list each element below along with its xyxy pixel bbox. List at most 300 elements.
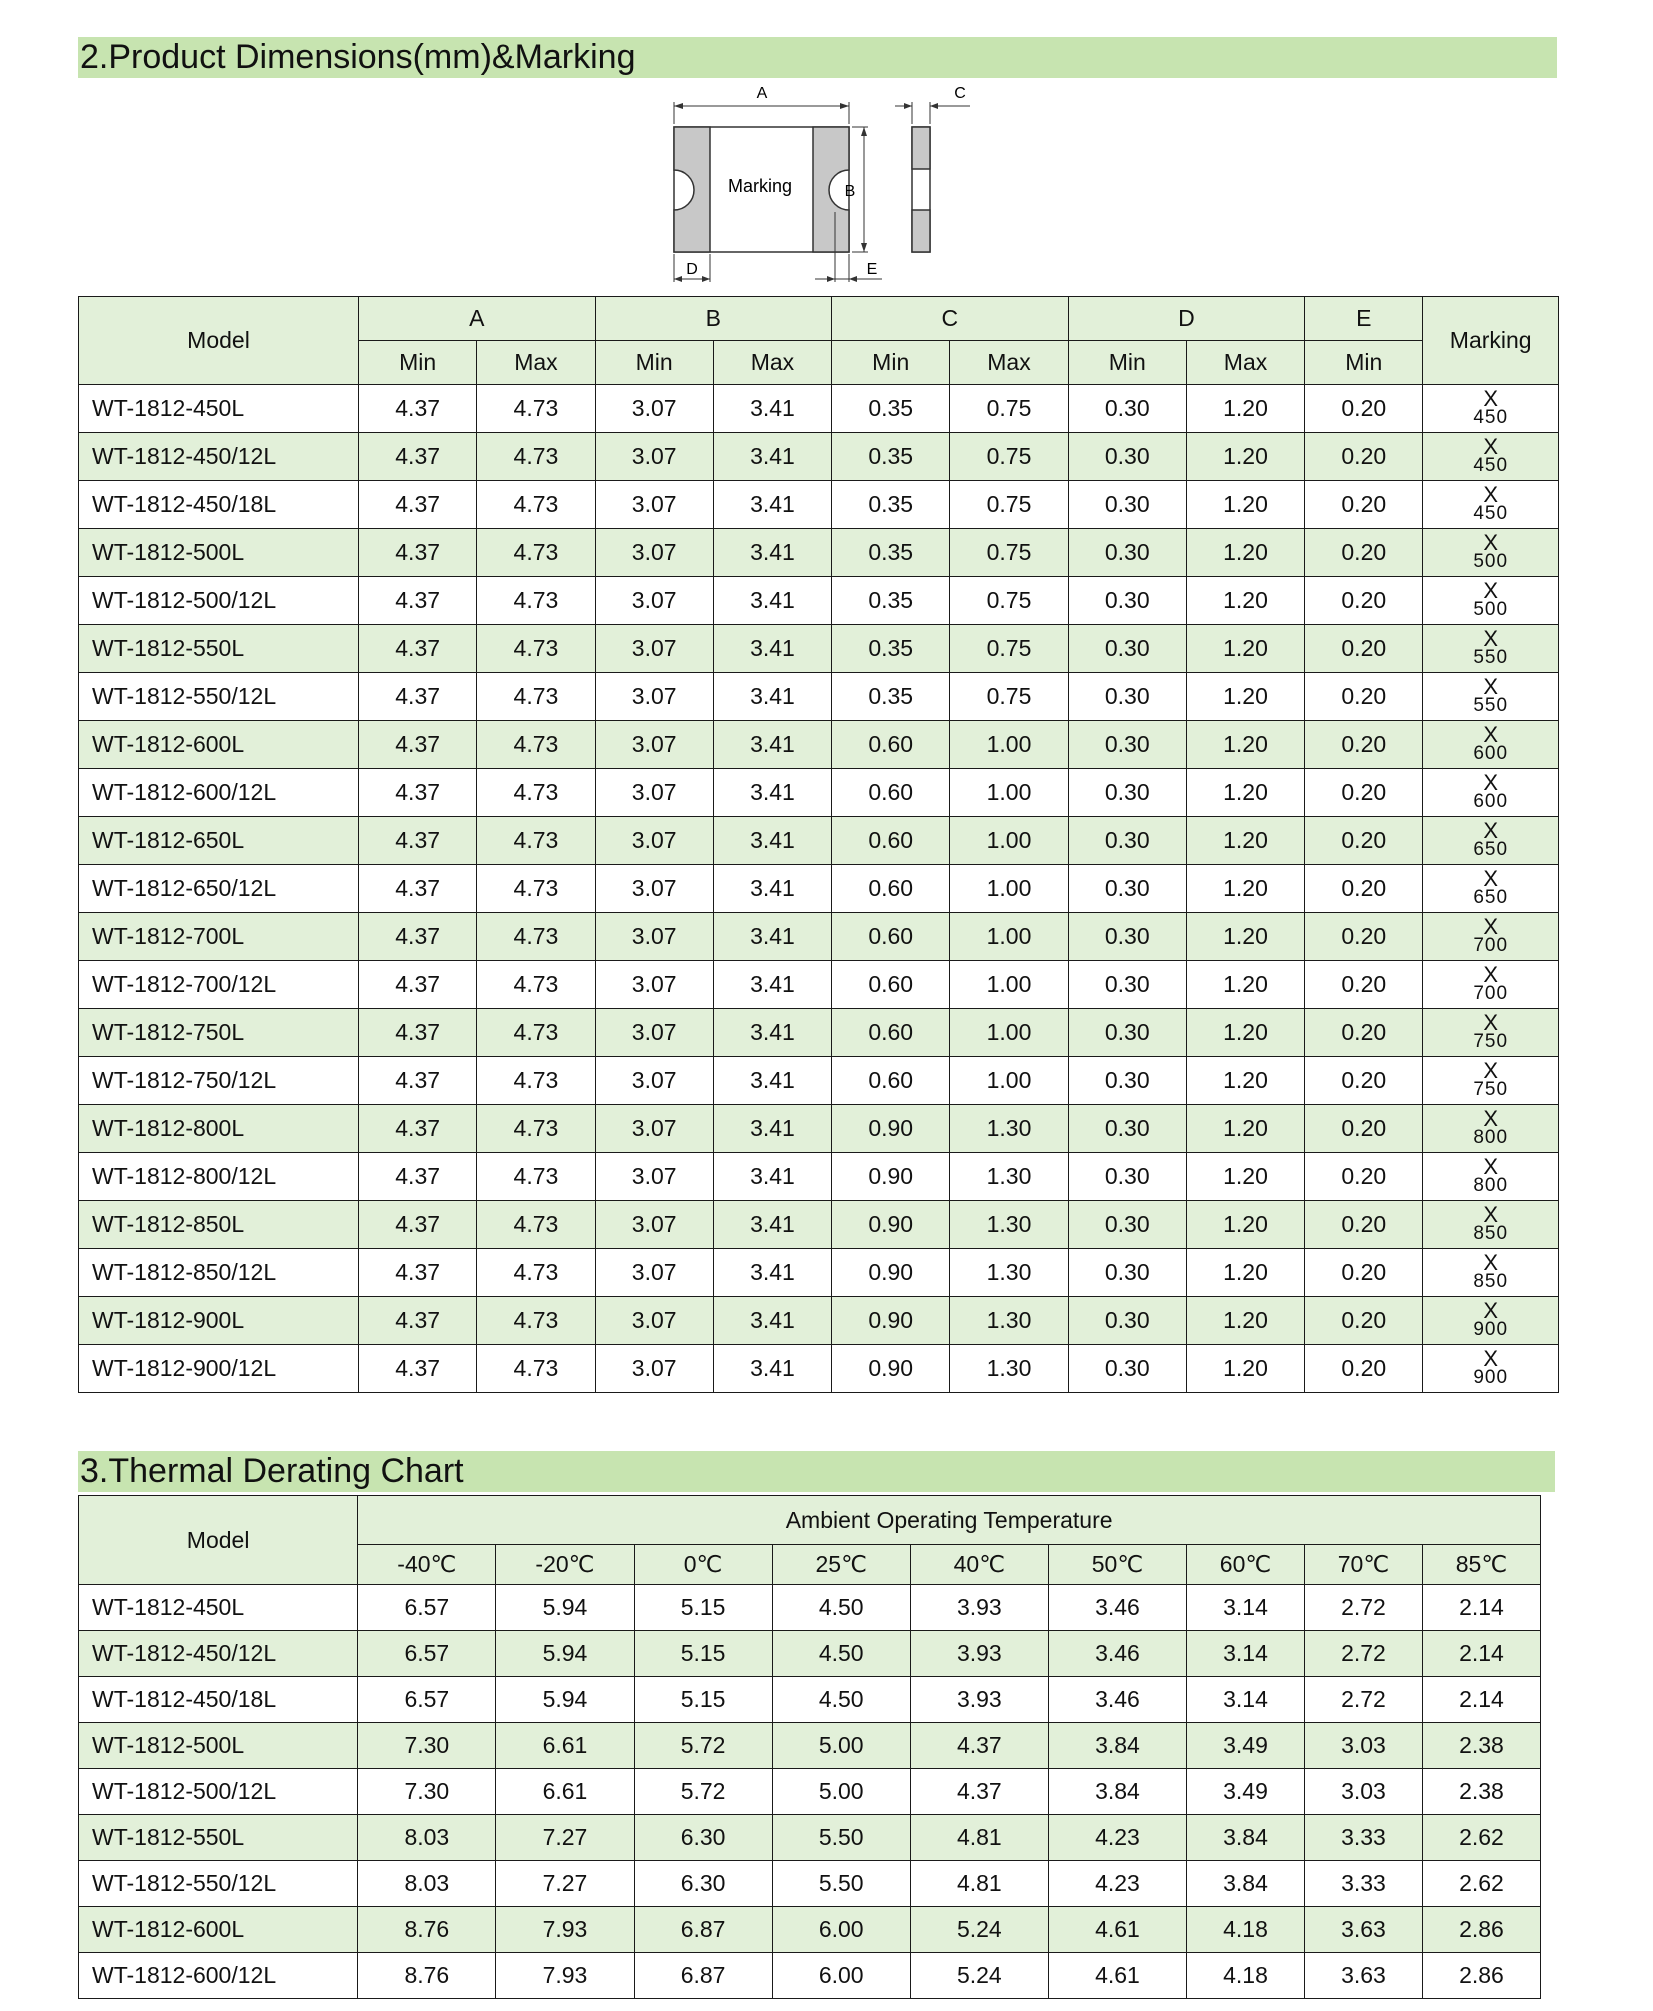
sub-header-min: Min xyxy=(1068,341,1186,385)
table-row xyxy=(79,1907,1541,1953)
marking-symbol: X xyxy=(1483,721,1499,747)
table-row xyxy=(79,1345,1559,1393)
dimension-cell-d-max: 1.20 xyxy=(1186,1105,1304,1153)
dimension-cell-d-max: 1.20 xyxy=(1186,385,1304,433)
current-value-cell: 5.15 xyxy=(634,1631,772,1677)
sub-header-max: Max xyxy=(1186,341,1304,385)
marking-cell xyxy=(1423,433,1559,481)
model-cell: WT-1812-500/12L xyxy=(79,577,359,625)
temp-header: 60℃ xyxy=(1187,1545,1305,1585)
marking-value: 900 xyxy=(1473,1366,1509,1388)
dimension-cell-a-min: 4.37 xyxy=(359,385,477,433)
marking-symbol: X xyxy=(1483,1201,1499,1227)
marking-value: 450 xyxy=(1473,502,1509,524)
table-row xyxy=(79,673,1559,721)
current-value-cell: 8.03 xyxy=(358,1815,496,1861)
marking-value: 850 xyxy=(1473,1222,1509,1244)
section-title-dimensions: 2.Product Dimensions(mm)&Marking xyxy=(78,37,1557,78)
marking-cell xyxy=(1423,577,1559,625)
dimension-cell-c-min: 0.60 xyxy=(832,961,950,1009)
dimension-cell-b-max: 3.41 xyxy=(713,913,831,961)
current-value-cell: 3.84 xyxy=(1048,1723,1186,1769)
dimension-cell-a-min: 4.37 xyxy=(359,817,477,865)
dimension-cell-c-max: 1.00 xyxy=(950,865,1068,913)
dimension-cell-d-max: 1.20 xyxy=(1186,481,1304,529)
dimension-cell-a-max: 4.73 xyxy=(477,1297,595,1345)
model-cell: WT-1812-600/12L xyxy=(79,1953,358,1999)
marking-code xyxy=(1473,385,1509,428)
marking-cell xyxy=(1423,1153,1559,1201)
dimension-cell-a-min: 4.37 xyxy=(359,913,477,961)
dimension-cell-d-min: 0.30 xyxy=(1068,1153,1186,1201)
dimension-cell-d-min: 0.30 xyxy=(1068,769,1186,817)
dimensions-table xyxy=(78,296,1559,1393)
current-value-cell: 4.50 xyxy=(772,1631,910,1677)
marking-value: 750 xyxy=(1473,1078,1509,1100)
dimension-cell-b-min: 3.07 xyxy=(595,1201,713,1249)
dimension-cell-c-min: 0.90 xyxy=(832,1345,950,1393)
current-value-cell: 7.27 xyxy=(496,1861,634,1907)
dimension-cell-d-max: 1.20 xyxy=(1186,865,1304,913)
dimension-cell-e-min: 0.20 xyxy=(1305,577,1423,625)
dimension-cell-a-max: 4.73 xyxy=(477,961,595,1009)
dimension-cell-c-min: 0.35 xyxy=(832,481,950,529)
current-value-cell: 2.14 xyxy=(1422,1677,1540,1723)
dimension-cell-c-max: 1.30 xyxy=(950,1345,1068,1393)
dimension-cell-c-min: 0.60 xyxy=(832,721,950,769)
dimension-cell-e-min: 0.20 xyxy=(1305,769,1423,817)
current-value-cell: 4.50 xyxy=(772,1677,910,1723)
dimension-cell-b-max: 3.41 xyxy=(713,865,831,913)
dimension-cell-a-min: 4.37 xyxy=(359,1105,477,1153)
marking-symbol: X xyxy=(1483,1009,1499,1035)
dimension-cell-d-max: 1.20 xyxy=(1186,1297,1304,1345)
current-value-cell: 8.76 xyxy=(358,1953,496,1999)
marking-cell xyxy=(1423,721,1559,769)
marking-code xyxy=(1473,1105,1509,1148)
sub-header-min: Min xyxy=(359,341,477,385)
thermal-derating-table xyxy=(78,1495,1541,1999)
dimension-cell-c-min: 0.90 xyxy=(832,1153,950,1201)
current-value-cell: 5.94 xyxy=(496,1631,634,1677)
dimension-cell-c-max: 0.75 xyxy=(950,529,1068,577)
table-row xyxy=(79,1953,1541,1999)
marking-value: 700 xyxy=(1473,982,1509,1004)
marking-value: 800 xyxy=(1473,1126,1509,1148)
dimension-cell-b-min: 3.07 xyxy=(595,625,713,673)
thermal-table-body xyxy=(79,1585,1541,1999)
table-row xyxy=(79,1249,1559,1297)
marking-value: 700 xyxy=(1473,934,1509,956)
current-value-cell: 2.62 xyxy=(1422,1861,1540,1907)
dimension-cell-a-min: 4.37 xyxy=(359,529,477,577)
dimension-cell-a-min: 4.37 xyxy=(359,1153,477,1201)
marking-value: 550 xyxy=(1473,694,1509,716)
model-cell: WT-1812-900/12L xyxy=(79,1345,359,1393)
model-cell: WT-1812-850/12L xyxy=(79,1249,359,1297)
current-value-cell: 6.57 xyxy=(358,1631,496,1677)
dimension-cell-d-max: 1.20 xyxy=(1186,529,1304,577)
marking-symbol: X xyxy=(1483,673,1499,699)
dimension-cell-d-max: 1.20 xyxy=(1186,721,1304,769)
col-header-d: D xyxy=(1068,297,1305,341)
dimension-cell-c-min: 0.35 xyxy=(832,577,950,625)
dimension-cell-b-min: 3.07 xyxy=(595,433,713,481)
model-cell: WT-1812-700L xyxy=(79,913,359,961)
dimension-cell-a-min: 4.37 xyxy=(359,625,477,673)
dimension-cell-c-max: 0.75 xyxy=(950,625,1068,673)
dimension-cell-b-min: 3.07 xyxy=(595,1057,713,1105)
marking-value: 600 xyxy=(1473,790,1509,812)
dimension-cell-d-min: 0.30 xyxy=(1068,865,1186,913)
dimension-cell-c-min: 0.90 xyxy=(832,1249,950,1297)
dimension-cell-c-max: 1.30 xyxy=(950,1249,1068,1297)
dimension-cell-c-min: 0.60 xyxy=(832,913,950,961)
col-header-marking: Marking xyxy=(1423,297,1559,385)
dimension-cell-c-max: 1.30 xyxy=(950,1105,1068,1153)
dimension-cell-e-min: 0.20 xyxy=(1305,721,1423,769)
dimension-cell-c-min: 0.60 xyxy=(832,769,950,817)
dimension-cell-d-min: 0.30 xyxy=(1068,817,1186,865)
dimension-cell-d-min: 0.30 xyxy=(1068,1009,1186,1057)
dimension-cell-a-min: 4.37 xyxy=(359,961,477,1009)
sub-header-min: Min xyxy=(832,341,950,385)
dimension-cell-d-min: 0.30 xyxy=(1068,1249,1186,1297)
dimension-cell-c-max: 0.75 xyxy=(950,385,1068,433)
marking-symbol: X xyxy=(1483,1249,1499,1275)
current-value-cell: 7.30 xyxy=(358,1769,496,1815)
dimension-cell-d-max: 1.20 xyxy=(1186,433,1304,481)
model-cell: WT-1812-450/12L xyxy=(79,433,359,481)
marking-symbol: X xyxy=(1483,625,1499,651)
marking-code xyxy=(1473,433,1509,476)
dimension-cell-b-max: 3.41 xyxy=(713,529,831,577)
current-value-cell: 4.50 xyxy=(772,1585,910,1631)
model-cell: WT-1812-500/12L xyxy=(79,1769,358,1815)
sub-header-max: Max xyxy=(477,341,595,385)
current-value-cell: 2.14 xyxy=(1422,1631,1540,1677)
marking-cell xyxy=(1423,1009,1559,1057)
dimension-cell-d-max: 1.20 xyxy=(1186,913,1304,961)
dimension-cell-a-min: 4.37 xyxy=(359,577,477,625)
section-title-thermal: 3.Thermal Derating Chart xyxy=(78,1451,1555,1492)
current-value-cell: 3.49 xyxy=(1187,1769,1305,1815)
model-cell: WT-1812-450L xyxy=(79,385,359,433)
dimension-cell-e-min: 0.20 xyxy=(1305,1201,1423,1249)
dimension-cell-b-min: 3.07 xyxy=(595,913,713,961)
dimension-cell-a-max: 4.73 xyxy=(477,481,595,529)
table-row xyxy=(79,769,1559,817)
dimension-cell-b-max: 3.41 xyxy=(713,1249,831,1297)
current-value-cell: 3.93 xyxy=(910,1585,1048,1631)
dimension-cell-b-min: 3.07 xyxy=(595,1249,713,1297)
dimension-cell-d-min: 0.30 xyxy=(1068,721,1186,769)
dimension-cell-b-max: 3.41 xyxy=(713,1105,831,1153)
current-value-cell: 3.14 xyxy=(1187,1585,1305,1631)
marking-value: 450 xyxy=(1473,454,1509,476)
temp-header: -20℃ xyxy=(496,1545,634,1585)
current-value-cell: 3.84 xyxy=(1048,1769,1186,1815)
marking-symbol: X xyxy=(1483,1345,1499,1371)
table-row xyxy=(79,913,1559,961)
current-value-cell: 5.50 xyxy=(772,1861,910,1907)
current-value-cell: 2.86 xyxy=(1422,1953,1540,1999)
model-cell: WT-1812-550/12L xyxy=(79,673,359,721)
marking-value: 500 xyxy=(1473,598,1509,620)
dim-label-c: C xyxy=(954,85,966,102)
dimension-cell-a-max: 4.73 xyxy=(477,529,595,577)
dimension-cell-c-max: 0.75 xyxy=(950,481,1068,529)
dimension-cell-b-max: 3.41 xyxy=(713,673,831,721)
marking-cell xyxy=(1423,385,1559,433)
sub-header-max: Max xyxy=(713,341,831,385)
marking-code xyxy=(1473,673,1509,716)
marking-code xyxy=(1473,913,1509,956)
dimension-cell-c-max: 1.00 xyxy=(950,721,1068,769)
marking-value: 550 xyxy=(1473,646,1509,668)
dimension-cell-c-min: 0.90 xyxy=(832,1105,950,1153)
dimension-cell-a-max: 4.73 xyxy=(477,673,595,721)
dimension-cell-c-max: 1.00 xyxy=(950,817,1068,865)
model-cell: WT-1812-750/12L xyxy=(79,1057,359,1105)
model-cell: WT-1812-500L xyxy=(79,529,359,577)
dimension-cell-e-min: 0.20 xyxy=(1305,1297,1423,1345)
dimension-cell-d-min: 0.30 xyxy=(1068,1201,1186,1249)
dimension-cell-a-min: 4.37 xyxy=(359,769,477,817)
marking-value: 900 xyxy=(1473,1318,1509,1340)
dimension-cell-b-max: 3.41 xyxy=(713,817,831,865)
marking-code xyxy=(1473,1153,1509,1196)
current-value-cell: 4.18 xyxy=(1187,1953,1305,1999)
dim-label-e: E xyxy=(866,261,878,278)
marking-symbol: X xyxy=(1483,865,1499,891)
current-value-cell: 4.37 xyxy=(910,1769,1048,1815)
dimension-cell-b-max: 3.41 xyxy=(713,1057,831,1105)
dimension-cell-d-min: 0.30 xyxy=(1068,961,1186,1009)
current-value-cell: 2.38 xyxy=(1422,1723,1540,1769)
dimension-cell-d-min: 0.30 xyxy=(1068,1297,1186,1345)
dimension-cell-e-min: 0.20 xyxy=(1305,865,1423,913)
marking-value: 500 xyxy=(1473,550,1509,572)
current-value-cell: 6.00 xyxy=(772,1907,910,1953)
marking-code xyxy=(1473,817,1509,860)
current-value-cell: 6.57 xyxy=(358,1585,496,1631)
temp-header: 0℃ xyxy=(634,1545,772,1585)
dimension-cell-a-min: 4.37 xyxy=(359,1297,477,1345)
current-value-cell: 5.50 xyxy=(772,1815,910,1861)
dimension-cell-b-min: 3.07 xyxy=(595,481,713,529)
current-value-cell: 4.81 xyxy=(910,1815,1048,1861)
dimension-cell-e-min: 0.20 xyxy=(1305,1105,1423,1153)
dimension-cell-b-max: 3.41 xyxy=(713,1345,831,1393)
current-value-cell: 4.61 xyxy=(1048,1953,1186,1999)
dimension-cell-b-min: 3.07 xyxy=(595,385,713,433)
dimension-cell-c-min: 0.35 xyxy=(832,625,950,673)
dimension-cell-c-min: 0.35 xyxy=(832,673,950,721)
marking-value: 650 xyxy=(1473,886,1509,908)
current-value-cell: 2.14 xyxy=(1422,1585,1540,1631)
dimension-cell-c-min: 0.60 xyxy=(832,817,950,865)
table-row xyxy=(79,1677,1541,1723)
table-row xyxy=(79,1057,1559,1105)
dimension-cell-a-min: 4.37 xyxy=(359,1057,477,1105)
dimension-cell-a-max: 4.73 xyxy=(477,1153,595,1201)
marking-cell xyxy=(1423,625,1559,673)
model-cell: WT-1812-700/12L xyxy=(79,961,359,1009)
dimension-cell-d-min: 0.30 xyxy=(1068,1057,1186,1105)
temp-header: 70℃ xyxy=(1304,1545,1422,1585)
table-row xyxy=(79,1631,1541,1677)
dimension-cell-c-max: 1.00 xyxy=(950,961,1068,1009)
dimension-cell-a-min: 4.37 xyxy=(359,1009,477,1057)
marking-value: 750 xyxy=(1473,1030,1509,1052)
col-header-model: Model xyxy=(79,1496,358,1585)
marking-symbol: X xyxy=(1483,961,1499,987)
table-row xyxy=(79,1769,1541,1815)
table-row xyxy=(79,577,1559,625)
current-value-cell: 6.87 xyxy=(634,1907,772,1953)
marking-cell xyxy=(1423,817,1559,865)
model-cell: WT-1812-600L xyxy=(79,1907,358,1953)
dimension-cell-a-max: 4.73 xyxy=(477,1249,595,1297)
dimension-cell-b-min: 3.07 xyxy=(595,1153,713,1201)
sub-header-min: Min xyxy=(595,341,713,385)
current-value-cell: 5.24 xyxy=(910,1953,1048,1999)
dimension-cell-b-min: 3.07 xyxy=(595,1297,713,1345)
dim-label-b: B xyxy=(844,183,856,200)
col-header-c: C xyxy=(832,297,1069,341)
dimension-cell-e-min: 0.20 xyxy=(1305,433,1423,481)
model-cell: WT-1812-800/12L xyxy=(79,1153,359,1201)
table-row xyxy=(79,1105,1559,1153)
dimension-cell-a-min: 4.37 xyxy=(359,1201,477,1249)
table-row xyxy=(79,1815,1541,1861)
table-row xyxy=(79,385,1559,433)
marking-symbol: X xyxy=(1483,1297,1499,1323)
marking-code xyxy=(1473,865,1509,908)
marking-cell xyxy=(1423,529,1559,577)
model-cell: WT-1812-550/12L xyxy=(79,1861,358,1907)
dimension-cell-c-max: 1.00 xyxy=(950,913,1068,961)
current-value-cell: 4.18 xyxy=(1187,1907,1305,1953)
dimension-cell-d-max: 1.20 xyxy=(1186,1345,1304,1393)
marking-symbol: X xyxy=(1483,529,1499,555)
dimension-cell-c-max: 1.00 xyxy=(950,769,1068,817)
dimension-cell-a-max: 4.73 xyxy=(477,913,595,961)
dimension-cell-a-max: 4.73 xyxy=(477,1057,595,1105)
dimension-cell-d-min: 0.30 xyxy=(1068,1105,1186,1153)
current-value-cell: 2.62 xyxy=(1422,1815,1540,1861)
marking-symbol: X xyxy=(1483,481,1499,507)
model-cell: WT-1812-750L xyxy=(79,1009,359,1057)
sub-header-max: Max xyxy=(950,341,1068,385)
dimension-cell-b-max: 3.41 xyxy=(713,385,831,433)
dimension-cell-d-min: 0.30 xyxy=(1068,1345,1186,1393)
model-cell: WT-1812-600L xyxy=(79,721,359,769)
current-value-cell: 2.72 xyxy=(1304,1677,1422,1723)
dimension-cell-e-min: 0.20 xyxy=(1305,1249,1423,1297)
current-value-cell: 5.72 xyxy=(634,1723,772,1769)
current-value-cell: 5.94 xyxy=(496,1677,634,1723)
current-value-cell: 8.03 xyxy=(358,1861,496,1907)
dimension-cell-a-max: 4.73 xyxy=(477,865,595,913)
dimension-cell-c-max: 0.75 xyxy=(950,577,1068,625)
dimension-cell-b-min: 3.07 xyxy=(595,769,713,817)
model-cell: WT-1812-900L xyxy=(79,1297,359,1345)
dimension-cell-e-min: 0.20 xyxy=(1305,481,1423,529)
marking-value: 850 xyxy=(1473,1270,1509,1292)
temp-header: 25℃ xyxy=(772,1545,910,1585)
current-value-cell: 6.57 xyxy=(358,1677,496,1723)
current-value-cell: 6.61 xyxy=(496,1769,634,1815)
current-value-cell: 5.00 xyxy=(772,1723,910,1769)
dimension-cell-c-min: 0.90 xyxy=(832,1201,950,1249)
dimension-cell-b-max: 3.41 xyxy=(713,961,831,1009)
marking-code xyxy=(1473,577,1509,620)
current-value-cell: 6.61 xyxy=(496,1723,634,1769)
current-value-cell: 4.61 xyxy=(1048,1907,1186,1953)
dimension-diagram xyxy=(650,82,1010,292)
dimension-cell-d-max: 1.20 xyxy=(1186,817,1304,865)
dimension-cell-d-max: 1.20 xyxy=(1186,769,1304,817)
table-row xyxy=(79,721,1559,769)
dimension-cell-d-max: 1.20 xyxy=(1186,1153,1304,1201)
dimension-cell-a-max: 4.73 xyxy=(477,769,595,817)
dimension-cell-e-min: 0.20 xyxy=(1305,1057,1423,1105)
marking-code xyxy=(1473,625,1509,668)
current-value-cell: 3.03 xyxy=(1304,1769,1422,1815)
marking-symbol: X xyxy=(1483,1105,1499,1131)
marking-cell xyxy=(1423,913,1559,961)
dimension-cell-b-max: 3.41 xyxy=(713,721,831,769)
temp-header: 50℃ xyxy=(1048,1545,1186,1585)
dimension-cell-b-max: 3.41 xyxy=(713,1297,831,1345)
current-value-cell: 3.63 xyxy=(1304,1907,1422,1953)
marking-cell xyxy=(1423,1249,1559,1297)
col-header-e: E xyxy=(1305,297,1423,341)
dimension-cell-c-max: 1.30 xyxy=(950,1153,1068,1201)
table-row xyxy=(79,625,1559,673)
model-cell: WT-1812-650L xyxy=(79,817,359,865)
current-value-cell: 4.37 xyxy=(910,1723,1048,1769)
dimension-cell-a-min: 4.37 xyxy=(359,673,477,721)
current-value-cell: 7.27 xyxy=(496,1815,634,1861)
dimension-cell-e-min: 0.20 xyxy=(1305,817,1423,865)
marking-value: 450 xyxy=(1473,406,1509,428)
dimension-cell-d-max: 1.20 xyxy=(1186,1009,1304,1057)
marking-code xyxy=(1473,1201,1509,1244)
current-value-cell: 6.30 xyxy=(634,1815,772,1861)
table-row xyxy=(79,529,1559,577)
dimension-cell-c-min: 0.90 xyxy=(832,1297,950,1345)
dimension-cell-b-min: 3.07 xyxy=(595,577,713,625)
marking-code xyxy=(1473,1009,1509,1052)
dimension-cell-b-max: 3.41 xyxy=(713,625,831,673)
dimension-cell-c-max: 0.75 xyxy=(950,433,1068,481)
model-cell: WT-1812-850L xyxy=(79,1201,359,1249)
dimension-cell-c-max: 0.75 xyxy=(950,673,1068,721)
dimension-cell-a-max: 4.73 xyxy=(477,433,595,481)
dimension-cell-c-min: 0.60 xyxy=(832,1009,950,1057)
dimension-cell-b-max: 3.41 xyxy=(713,1153,831,1201)
marking-code xyxy=(1473,1249,1509,1292)
table-row xyxy=(79,433,1559,481)
dimension-cell-a-max: 4.73 xyxy=(477,577,595,625)
dimension-cell-d-max: 1.20 xyxy=(1186,961,1304,1009)
table-row xyxy=(79,961,1559,1009)
dimension-cell-a-min: 4.37 xyxy=(359,865,477,913)
dimension-cell-b-min: 3.07 xyxy=(595,817,713,865)
